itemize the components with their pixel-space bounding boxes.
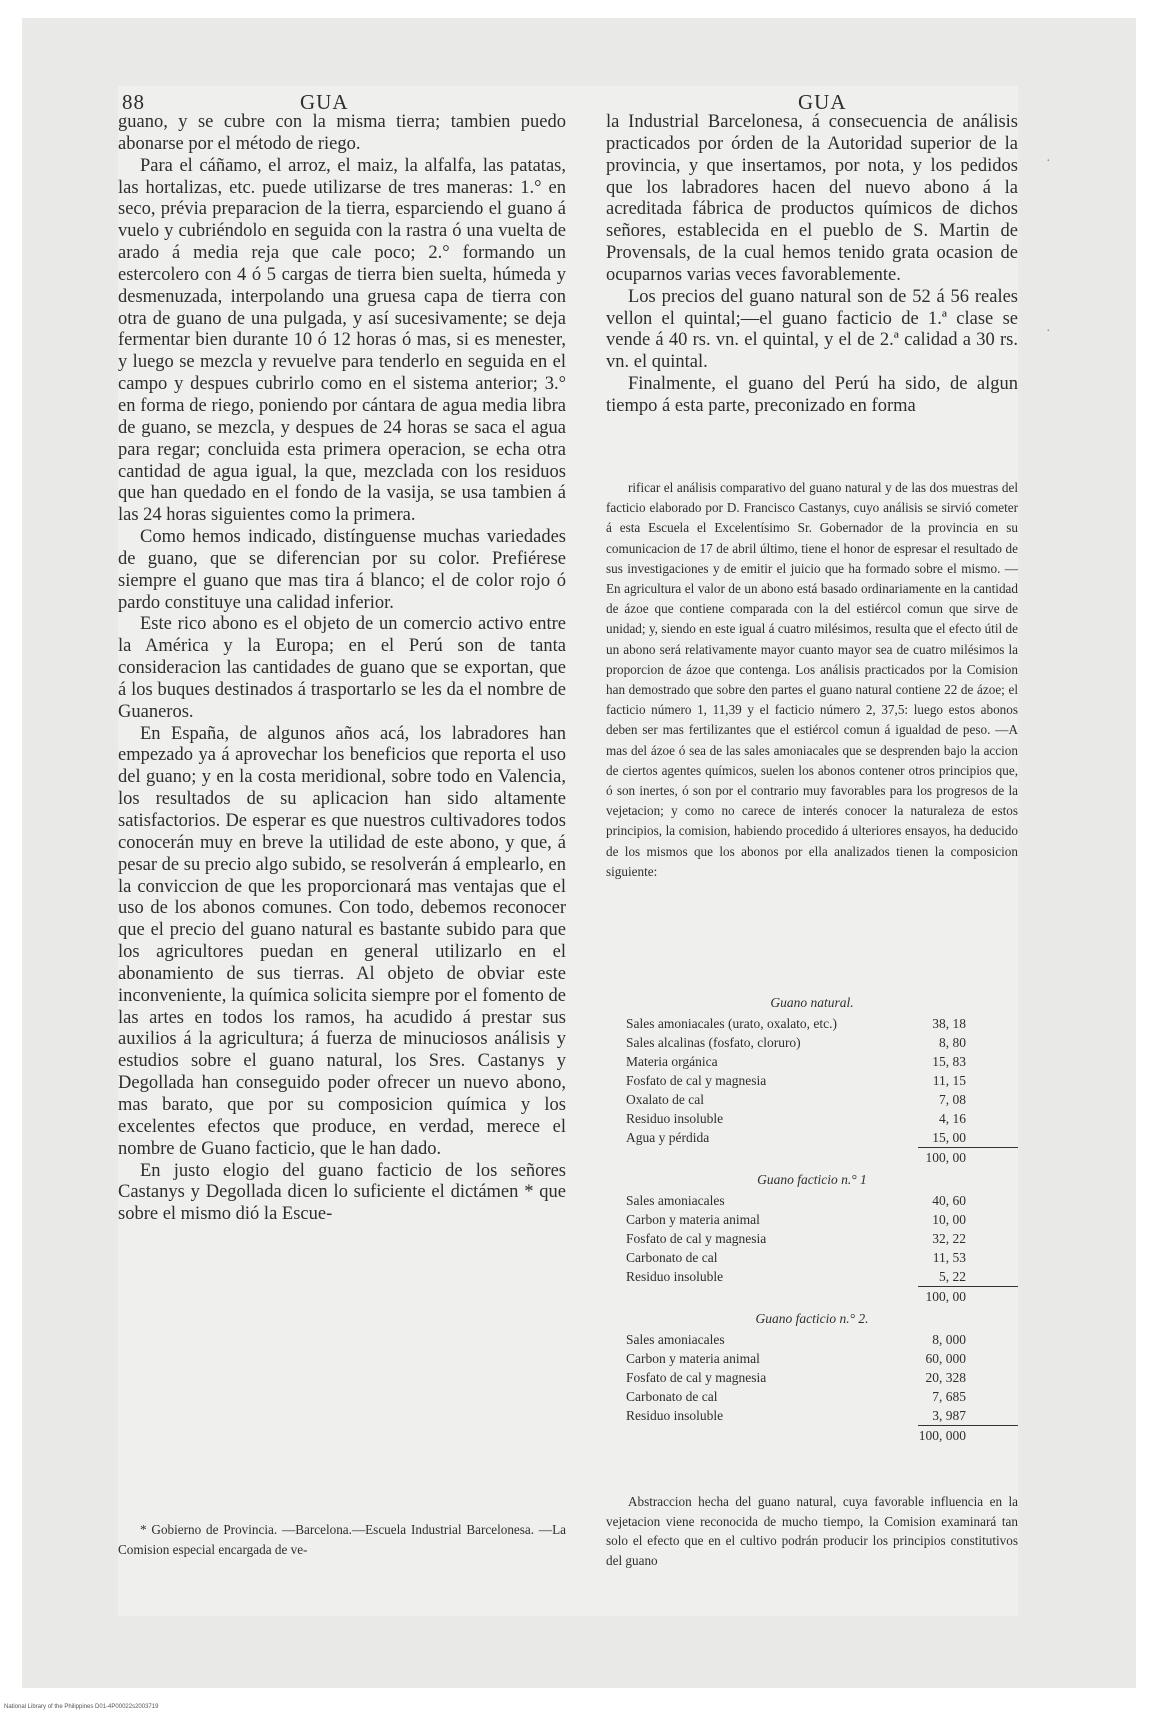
table-row	[606, 1210, 1018, 1229]
row-value: 32, 22	[932, 1231, 966, 1246]
row-value: 20, 328	[925, 1370, 966, 1385]
row-value: 11, 53	[932, 1250, 966, 1265]
right-paragraph: la Industrial Barcelonesa, á consecuencia de análisis practicados por órden de la Autoridad superior de la provincia, y que insertamos, por nota, y los pedidos que los labradores hacen del nuevo abono á la acreditada fábrica de productos químicos de dichos señores, establecida en el pueblo de S. Martin de Provensals, de la cual hemos tenido grata ocasion de ocuparnos varias veces favorablemente.	[606, 112, 1018, 285]
table-row	[606, 1191, 1018, 1210]
row-label: Carbon y materia animal	[626, 1212, 760, 1227]
left-paragraph: Como hemos indicado, distínguense muchas variedades de guano, que se diferencian por su color. Prefiérese siempre el guano que mas tira á blanco; el de color rojo ó pardo constituye una calidad inferior.	[118, 527, 566, 613]
table-total: 100, 000	[606, 1425, 1018, 1447]
composition-tables	[606, 992, 1018, 1447]
table-row	[606, 1387, 1018, 1406]
table-total: 100, 00	[606, 1147, 1018, 1169]
row-label: Fosfato de cal y magnesia	[626, 1370, 767, 1385]
row-label: Carbonato de cal	[626, 1389, 718, 1404]
row-label: Residuo insoluble	[626, 1111, 724, 1126]
margin-mark: ·	[1046, 154, 1051, 169]
row-value: 8, 000	[932, 1332, 966, 1347]
table-row	[606, 1109, 1018, 1128]
row-label: Sales alcalinas (fosfato, cloruro)	[626, 1035, 801, 1050]
row-label: Residuo insoluble	[626, 1269, 724, 1284]
margin-mark: ·	[1046, 324, 1051, 339]
footnote-text: * Gobierno de Provincia. —Barcelona.—Escuela Industrial Barcelonesa. —La Comision especial encargada de ve-	[118, 1522, 566, 1557]
table-caption: Guano facticio n.° 2.	[755, 1311, 869, 1326]
composition-table	[606, 1169, 1018, 1308]
row-label: Sales amoniacales	[626, 1193, 725, 1208]
left-paragraph: En España, de algunos años acá, los labradores han empezado ya á aprovechar los beneficios que reporta el uso del guano; y en la costa meridional, sobre todo en Valencia, los resultados de su aplicacion han sido altamente satisfactorios. De esperar es que nuestros cultivadores todos conocerán muy en breve la utilidad de este abono, y que, á pesar de su precio algo subido, se resolverán á emplearlo, en la conviccion de que les proporcionará mas ventajas que el uso de los abonos comunes. Con todo, debemos reconocer que el precio del guano natural es bastante subido para que los agricultores puedan en general utilizarlo en el abonamiento de sus tierras. Al objeto de obviar este inconveniente, la química solicita siempre por el fomento de las artes en todos los ramos, ha acudido á prestar sus auxilios á la agricultura; á fuerza de minuciosos análisis y estudios sobre el guano natural, los Sres. Castanys y Degollada han conseguido poder ofrecer un nuevo abono, mas barato, que por su composicion química y los excelentes efectos que produce, en verdad, merece el nombre de Guano facticio, que le han dado.	[118, 723, 566, 1159]
row-value: 15, 00	[932, 1130, 966, 1145]
row-label: Materia orgánica	[626, 1054, 718, 1069]
row-label: Oxalato de cal	[626, 1092, 704, 1107]
table-row	[606, 1248, 1018, 1267]
row-label: Agua y pérdida	[626, 1130, 710, 1145]
right-paragraph: Finalmente, el guano del Perú ha sido, de algun tiempo á esta parte, preconizado en forma	[606, 374, 1018, 416]
right-column	[606, 112, 1018, 418]
right-paragraph: Los precios del guano natural son de 52 á 56 reales vellon el quintal;—el guano facticio de 1.ª clase se vende á 40 rs. vn. el quintal, y el de 2.ª calidad a 30 rs. vn. el quintal.	[606, 286, 1018, 373]
row-label: Fosfato de cal y magnesia	[626, 1231, 767, 1246]
row-value: 11, 15	[932, 1073, 966, 1088]
table-row	[606, 1349, 1018, 1368]
table-row	[606, 1128, 1018, 1147]
page-number: 88	[122, 90, 145, 114]
running-head-left: GUA	[300, 90, 349, 114]
row-value: 4, 16	[939, 1111, 966, 1126]
table-caption: Guano facticio n.° 1	[757, 1172, 867, 1187]
table-row	[606, 1071, 1018, 1090]
row-value: 38, 18	[932, 1016, 966, 1031]
composition-table	[606, 1308, 1018, 1447]
table-row	[606, 1229, 1018, 1248]
table-row	[606, 1014, 1018, 1033]
row-label: Carbonato de cal	[626, 1250, 718, 1265]
left-paragraph: Este rico abono es el objeto de un comercio activo entre la América y la Europa; en el Perú son de tanta consideracion las cantidades de guano que se exportan, que á los buques destinados á trasportarlo se les da el nombre de Guaneros.	[118, 614, 566, 722]
table-row	[606, 1368, 1018, 1387]
row-value: 10, 00	[932, 1212, 966, 1227]
left-paragraph: Para el cáñamo, el arroz, el maiz, la alfalfa, las patatas, las hortalizas, etc. puede utilizarse de tres maneras: 1.° en seco, prévia preparacion de la tierra, esparciendo el guano á vuelo y cubriéndolo en seguida con la rastra ó una vuelta de arado á media reja que cale poco; 2.° formando un estercolero con 4 ó 5 cargas de tierra bien suelta, húmeda y desmenuzada, interpolando una gruesa capa de tierra con otra de guano de una pulgada, y así sucesivamente; se deja fermentar bien durante 10 ó 12 horas ó mas, si es menester, y luego se mezcla y revuelve para tenderlo en seguida en el campo y despues cubrirlo como en el sistema anterior; 3.° en forma de riego, poniendo por cántara de agua media libra de guano, se mezcla, y despues de 24 horas se saca el agua para regar; concluida esta primera operacion, se echa otra cantidad de agua igual, la que, mezclada con los residuos que han quedado en el fondo de la vasija, se usa tambien á las 24 horas siguientes como la primera.	[118, 155, 566, 526]
bottom-note-text: Abstraccion hecha del guano natural, cuya favorable influencia en la vejetacion viene reconocida de mucho tiempo, la Comision examinará tan solo el efecto que en el cultivo podrán producir los principios constitutivos del guano	[606, 1494, 1018, 1568]
running-head-right: GUA	[798, 90, 847, 114]
row-label: Sales amoniacales (urato, oxalato, etc.)	[626, 1016, 838, 1031]
table-row	[606, 1033, 1018, 1052]
scan-credit: National Library of the Philippines D01-4P00022s2003719	[4, 1704, 159, 1710]
table-row	[606, 1052, 1018, 1071]
row-value: 60, 000	[925, 1351, 966, 1366]
row-value: 5, 22	[939, 1269, 966, 1284]
footnote	[118, 1520, 566, 1560]
footnote-continuation-text: rificar el análisis comparativo del guano natural y de las dos muestras del facticio elaborado por D. Francisco Castanys, cuyo análisis se sirvió cometer á esta Escuela el Excelentísimo Sr. Gobernador de la provincia en su comunicacion de 17 de abril último, tiene el honor de espresar el resultado de sus investigaciones y de emitir el juicio que ha formado sobre el mismo. —En agricultura el valor de un abono está basado ordinariamente en la cantidad de ázoe que contiene comparada con la del estiércol comun que sirve de unidad; y, siendo en este igual á cuatro milésimos, resulta que el efecto útil de un abono será relativamente mayor cuanto mayor sea de cuatro milésimos la proporcion de ázoe que contenga. Los análisis practicados por la Comision han demostrado que sobre den partes el guano natural contiene 22 de ázoe; el facticio número 1, 11,39 y el facticio número 2, 37,5: luego estos abonos deben ser mas fertilizantes que el estiércol comun á igualdad de peso. —A mas del ázoe ó sea de las sales amoniacales que se desprenden bajo la accion de ciertos agentes químicos, suelen los abonos contener otros principios que, ó son inertes, ó son por el contrario muy favorables para los progresos de la vejetacion; y como no carece de interés conocer la naturaleza de estos principios, la comision, habiendo procedido á ulteriores ensayos, ha deducido de los mismos que los abonos por ella analizados tienen la composicion siguiente:	[606, 480, 1018, 879]
footnote-continuation	[606, 478, 1018, 882]
row-value: 8, 80	[939, 1035, 966, 1050]
bottom-note	[606, 1492, 1018, 1570]
table-caption: Guano natural.	[770, 995, 854, 1010]
row-label: Sales amoniacales	[626, 1332, 725, 1347]
table-total: 100, 00	[606, 1286, 1018, 1308]
left-paragraph: guano, y se cubre con la misma tierra; tambien puedo abonarse por el método de riego.	[118, 112, 566, 154]
table-row	[606, 1330, 1018, 1349]
row-value: 40, 60	[932, 1193, 966, 1208]
composition-table	[606, 992, 1018, 1169]
row-value: 7, 685	[932, 1389, 966, 1404]
row-label: Residuo insoluble	[626, 1408, 724, 1423]
table-row	[606, 1406, 1018, 1425]
row-value: 15, 83	[932, 1054, 966, 1069]
row-label: Carbon y materia animal	[626, 1351, 760, 1366]
row-value: 7, 08	[939, 1092, 966, 1107]
row-value: 3, 987	[932, 1408, 966, 1423]
left-paragraph: En justo elogio del guano facticio de los señores Castanys y Degollada dicen lo suficiente el dictámen * que sobre el mismo dió la Escue-	[118, 1160, 566, 1225]
table-row	[606, 1090, 1018, 1109]
row-label: Fosfato de cal y magnesia	[626, 1073, 767, 1088]
left-column	[118, 112, 566, 1226]
table-row	[606, 1267, 1018, 1286]
